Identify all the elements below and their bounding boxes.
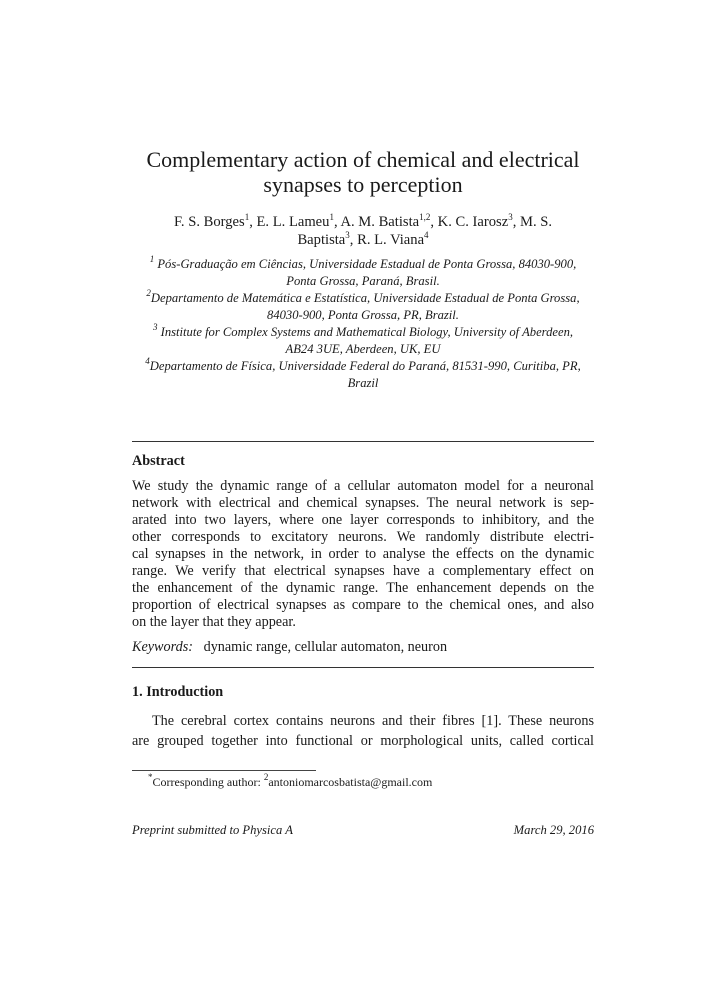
section-heading-text: 1. Introduction	[132, 684, 224, 700]
author-sup: 1	[329, 212, 334, 222]
author-sup: 1	[244, 212, 250, 222]
affiliation-1	[132, 256, 594, 290]
affiliation-3	[132, 324, 594, 358]
corresponding-email: antoniomarcosbatista@gmail.com	[268, 775, 433, 789]
author-sup: 3	[508, 212, 513, 222]
author: , K. C. Iarosz	[430, 214, 509, 230]
author-sup: 3	[345, 230, 350, 240]
affiliation-4	[132, 358, 594, 392]
affiliation-2	[132, 290, 594, 324]
body-line: are grouped together into functional or morphological units, called cortical	[132, 733, 594, 749]
abstract-line: proportion of electrical synapses as compare to the chemical ones, and also	[132, 597, 594, 613]
abstract-line: arated into two layers, where one layer corresponds to inhibitory, and the	[132, 512, 594, 528]
affiliation-sup: 2	[146, 288, 151, 298]
footer-journal: Preprint submitted to Physica A	[132, 823, 293, 837]
affiliation-sup: 4	[145, 356, 150, 366]
keywords	[132, 639, 594, 656]
abstract-line: other corresponds to excitatory neurons. We randomly distribute electri-	[132, 529, 594, 545]
paper-title-line-1: Complementary action of chemical and electrical	[146, 147, 580, 172]
paper-title-line-2: synapses to perception	[263, 172, 463, 197]
footnote-mark: *	[148, 772, 153, 782]
keywords-text: dynamic range, cellular automaton, neuron	[203, 639, 448, 655]
author: , M. S.	[512, 214, 553, 230]
affiliation-line: Institute for Complex Systems and Mathematical Biology, University of Aberdeen,	[160, 325, 574, 339]
footer-date: March 29, 2016	[513, 823, 594, 837]
author: , A. M. Batista	[333, 214, 420, 230]
author: Baptista	[297, 232, 346, 248]
author: , R. L. Viana	[349, 232, 425, 248]
abstract-line: range. We verify that electrical synapses have a complementary effect on	[132, 563, 594, 579]
affiliation-line: Pós-Graduação em Ciências, Universidade Estadual de Ponta Grossa, 84030-900,	[157, 257, 577, 271]
affiliation-line: 84030-900, Ponta Grossa, PR, Brazil.	[267, 308, 459, 322]
author-line-1	[132, 213, 594, 231]
footnote-label: Corresponding author:	[152, 775, 264, 789]
abstract-heading	[132, 453, 594, 470]
abstract-line: on the layer that they appear.	[132, 614, 296, 630]
author: F. S. Borges	[173, 214, 245, 230]
abstract-bottom-rule	[132, 667, 594, 668]
affiliation-line: Departamento de Matemática e Estatística, Universidade Estadual de Ponta Grossa,	[150, 291, 580, 305]
section-heading-introduction	[132, 684, 594, 701]
abstract-heading-text: Abstract	[132, 453, 185, 469]
abstract-line: network with electrical and chemical synapses. The neural network is sep-	[132, 495, 594, 511]
footnote	[148, 774, 610, 791]
author-sup: 4	[424, 230, 429, 240]
affiliation-sup: 1	[149, 254, 155, 264]
affiliation-sup: 3	[152, 322, 158, 332]
abstract-line: We study the dynamic range of a cellular automaton model for a neuronal	[132, 478, 594, 494]
author-sup: 1,2	[419, 212, 431, 222]
affiliation-line: AB24 3UE, Aberdeen, UK, EU	[285, 342, 441, 356]
footnote-rule	[132, 770, 316, 771]
affiliation-line: Departamento de Física, Universidade Federal do Paraná, 81531-990, Curitiba, PR,	[149, 359, 581, 373]
author: , E. L. Lameu	[249, 214, 330, 230]
abstract-line: the enhancement of the dynamic range. The enhancement depends on the	[132, 580, 594, 596]
abstract-line: cal synapses in the network, in order to analyse the effects on the dynamic	[132, 546, 594, 562]
author-line-2	[132, 231, 594, 249]
affiliation-line: Ponta Grossa, Paraná, Brasil.	[286, 274, 440, 288]
keywords-label: Keywords:	[132, 639, 193, 655]
body-line: The cerebral cortex contains neurons and their fibres [1]. These neurons	[152, 713, 594, 729]
affiliation-line: Brazil	[347, 376, 379, 390]
footnote-sup: 2	[263, 772, 269, 782]
abstract-top-rule	[132, 441, 594, 442]
